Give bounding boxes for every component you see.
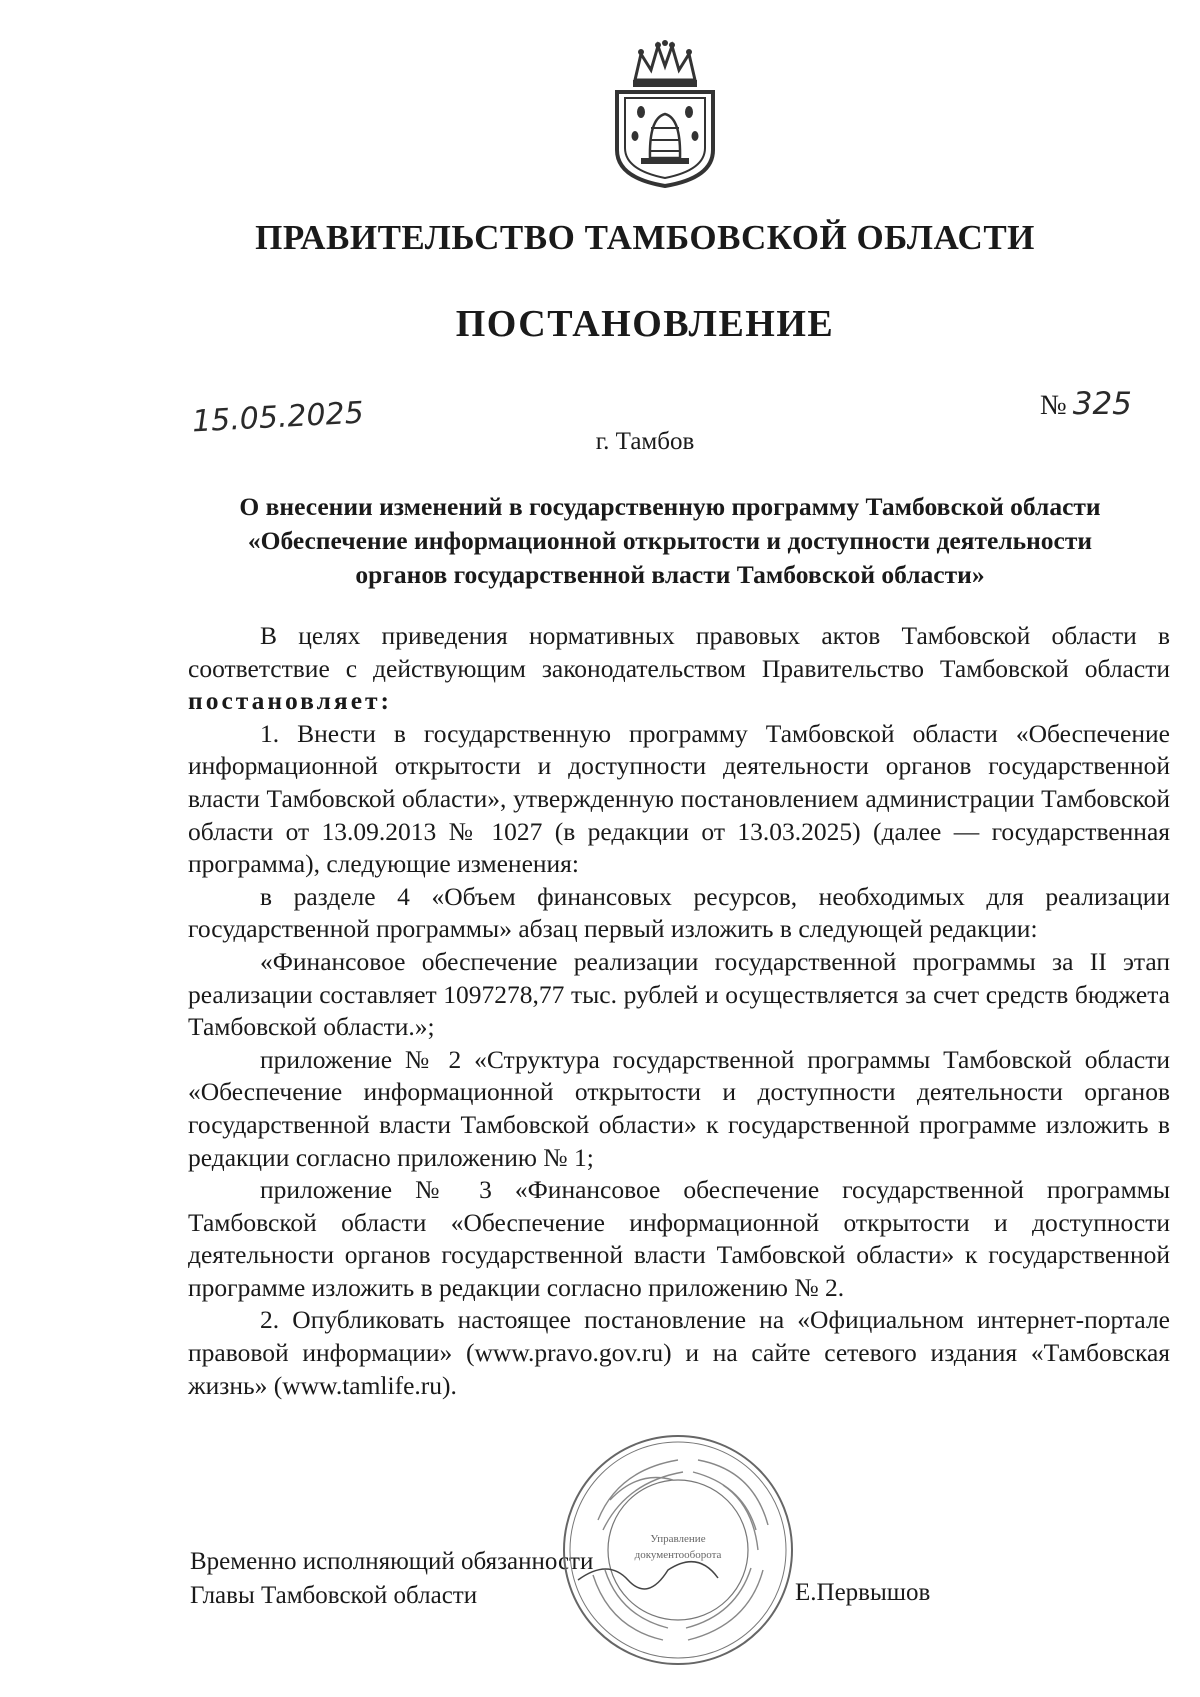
official-stamp-icon <box>558 1430 798 1670</box>
paragraph-6: 2. Опубликовать настоящее постановление на «Официальном интернет-портале правовой информации» (www.pravo.gov.ru) и на сайте сетевого издания «Тамбовская жизнь» (www.tamlife.ru). <box>188 1305 1170 1400</box>
paragraph-5: приложение № 3 «Финансовое обеспечение государственной программы Тамбовской области «Обеспечение информационной открытости и доступности деятельности органов государственной власти Тамбовской области» к государственной программе изложить в редакции согласно приложению № 2. <box>188 1175 1170 1302</box>
city: г. Тамбов <box>595 428 695 455</box>
paragraph-2: в разделе 4 «Объем финансовых ресурсов, необходимых для реализации государственной программы» абзац первый изложить в следующей редакции: <box>188 881 1170 944</box>
document-subject: О внесении изменений в государственную программу Тамбовской области «Обеспечение информационной открытости и доступности деятельности органов государственной власти Тамбовской области» <box>239 492 1101 589</box>
number-value: 325 <box>1072 386 1132 422</box>
signatory-line-2: Главы Тамбовской области <box>190 1582 478 1609</box>
signatory-title <box>190 1545 593 1613</box>
signatory-line-1: Временно исполняющий обязанности <box>190 1548 594 1575</box>
document-body <box>188 620 1170 1402</box>
intro-paragraph <box>188 620 1170 718</box>
paragraph-4: приложение № 2 «Структура государственной программы Тамбовской области «Обеспечение информационной открытости и доступности деятельности органов государственной власти Тамбовской области» к государственной программе изложить в редакции согласно приложению № 1; <box>188 1044 1170 1172</box>
document-number <box>1040 386 1132 422</box>
document-type: ПОСТАНОВЛЕНИЕ <box>455 303 835 345</box>
paragraph-3: «Финансовое обеспечение реализации государственной программы за II этап реализации составляет 1097278,77 тыс. рублей и осуществляется за счет средств бюджета Тамбовской области.»; <box>188 946 1170 1042</box>
intro-text: В целях приведения нормативных правовых актов Тамбовской области в соответствие с действующим законодательством Правительство Тамбовской области <box>188 621 1170 683</box>
coat-of-arms-icon <box>605 40 725 190</box>
document-date: 15.05.2025 <box>191 395 365 440</box>
stamp-center-line-2: документооборота <box>634 1549 722 1561</box>
number-label: № <box>1040 390 1067 421</box>
resolves-word: постановляет: <box>188 686 393 716</box>
paragraph-1: 1. Внести в государственную программу Тамбовской области «Обеспечение информационной открытости и доступности деятельности органов государственной власти Тамбовской области», утвержденную постановлением администрации Тамбовской области от 13.09.2013 № 1027 (в редакции от 13.03.2025) (далее — государственная программа), следующие изменения: <box>188 718 1170 879</box>
signatory-name: Е.Первышов <box>795 1579 931 1606</box>
government-title: ПРАВИТЕЛЬСТВО ТАМБОВСКОЙ ОБЛАСТИ <box>255 218 1035 257</box>
stamp-center-line-1: Управление <box>650 1533 706 1545</box>
